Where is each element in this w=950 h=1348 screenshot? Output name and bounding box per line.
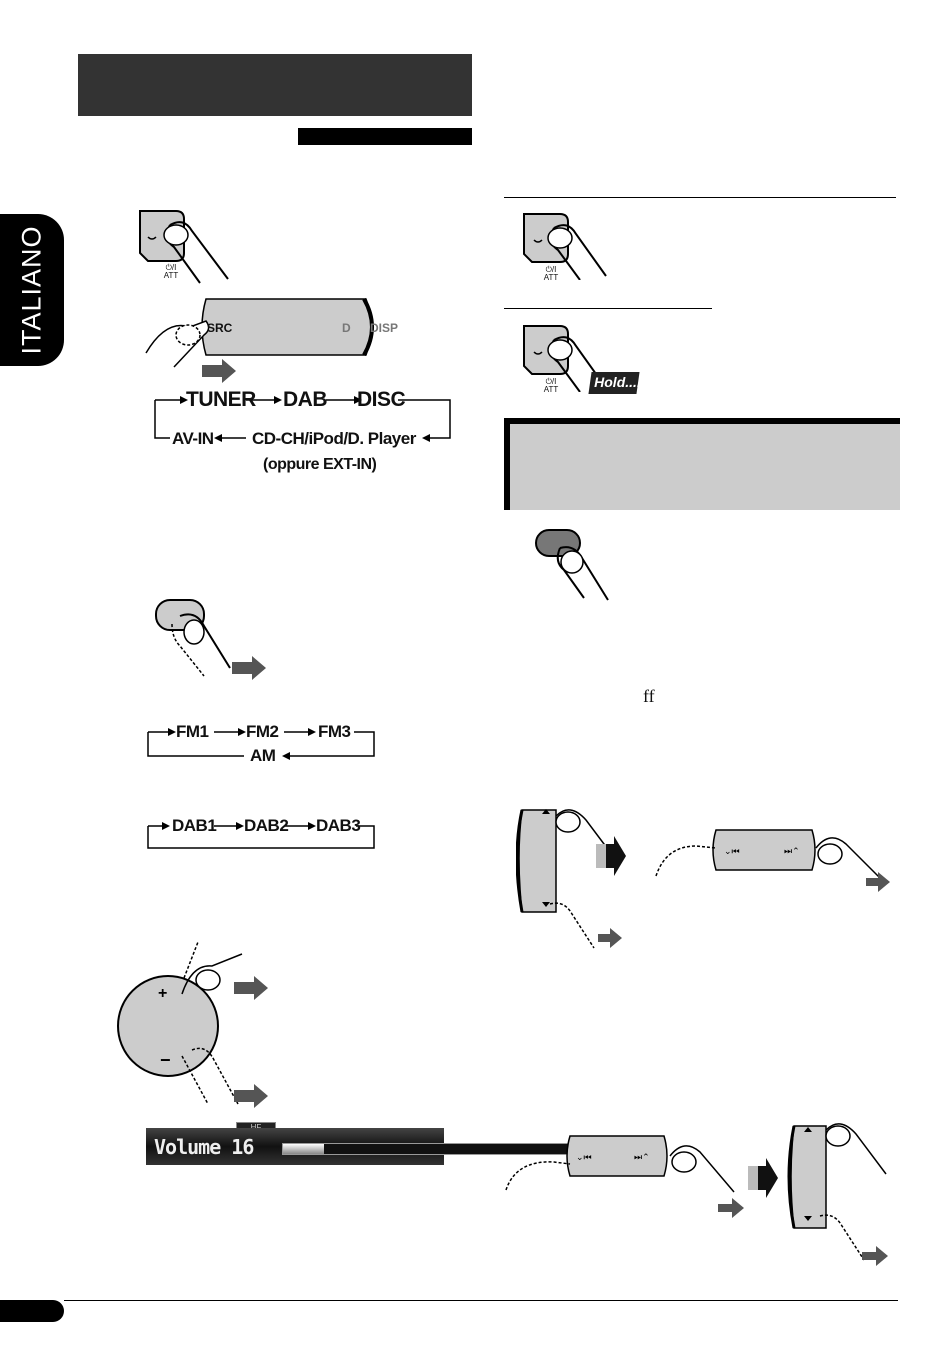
svg-text:⏭⌃: ⏭⌃ bbox=[634, 1153, 650, 1163]
band-button-illustration bbox=[150, 596, 270, 681]
power-label-bottom: ATT bbox=[163, 271, 179, 280]
section-subheader-bar bbox=[298, 128, 472, 145]
power-label-top-3: ⏻/I bbox=[545, 377, 557, 386]
language-tab bbox=[0, 214, 64, 366]
src-button-label[interactable]: SRC bbox=[207, 321, 233, 335]
disp-button-label[interactable]: DISP bbox=[370, 321, 399, 335]
volume-text: Volume 16 bbox=[154, 1135, 254, 1159]
language-label: ITALIANO bbox=[16, 225, 47, 355]
band-fm1: FM1 bbox=[176, 722, 209, 741]
source-cd-ch: CD-CH/iPod/D. Player bbox=[252, 429, 416, 448]
band-dab1: DAB1 bbox=[172, 816, 217, 835]
source-av-in: AV-IN bbox=[172, 429, 214, 448]
volume-knob-illustration bbox=[112, 938, 274, 1108]
power-label-top-2: ⏻/I bbox=[545, 265, 557, 274]
volume-display bbox=[146, 1128, 444, 1165]
section-header bbox=[78, 54, 472, 116]
svg-text:+: + bbox=[158, 985, 168, 1002]
band-am: AM bbox=[250, 746, 276, 765]
stray-glyph: ff bbox=[643, 686, 655, 706]
page-number-tab bbox=[0, 1300, 64, 1322]
footer-rule bbox=[64, 1300, 898, 1301]
power-label-bottom-2: ATT bbox=[543, 273, 559, 282]
svg-text:⌄⏮: ⌄⏮ bbox=[724, 847, 740, 857]
source-tuner: TUNER bbox=[186, 388, 256, 411]
power-button-illustration-2 bbox=[516, 210, 616, 280]
divider-short bbox=[504, 308, 712, 309]
source-disc: DISC bbox=[357, 388, 406, 411]
band-fm3: FM3 bbox=[318, 722, 351, 741]
svg-text:⌄⏮: ⌄⏮ bbox=[576, 1153, 592, 1163]
seek-illustration-2 bbox=[504, 1116, 900, 1276]
volume-level-fill bbox=[283, 1144, 324, 1154]
svg-text:⏭⌃: ⏭⌃ bbox=[784, 847, 800, 857]
power-label-bottom-3: ATT bbox=[543, 385, 559, 394]
svg-text:−: − bbox=[160, 1050, 171, 1070]
divider-top bbox=[504, 197, 896, 198]
seek-illustration-1 bbox=[516, 796, 906, 956]
band-dab2: DAB2 bbox=[244, 816, 289, 835]
source-ext-in: (oppure EXT-IN) bbox=[263, 456, 377, 473]
band-dab3: DAB3 bbox=[316, 816, 361, 835]
power-label-top: ⏻/I bbox=[165, 263, 177, 272]
hold-text: Hold.... bbox=[594, 374, 641, 390]
source-dab: DAB bbox=[283, 388, 327, 411]
dark-button-illustration bbox=[530, 526, 630, 606]
section-gray-box bbox=[504, 418, 900, 510]
band-fm2: FM2 bbox=[246, 722, 279, 741]
d-label: D bbox=[342, 321, 351, 335]
hold-badge bbox=[588, 372, 639, 394]
source-display-illustration bbox=[144, 293, 404, 388]
